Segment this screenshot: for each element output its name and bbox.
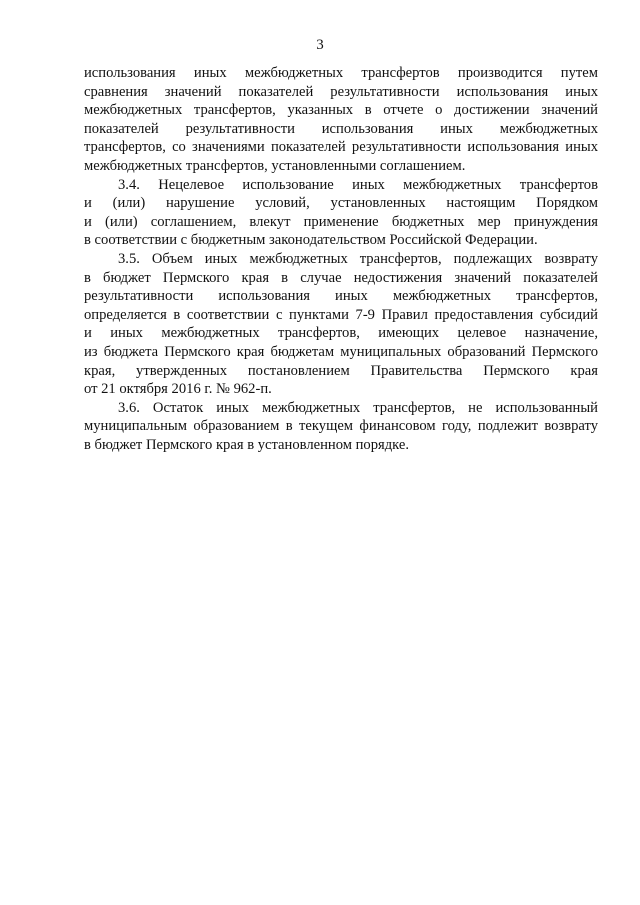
paragraph-3-4 <box>84 176 598 250</box>
paragraph-continuation <box>84 64 598 176</box>
text-line: в соответствии с бюджетным законодательством Российской Федерации. <box>84 232 538 249</box>
text-line: определяется в соответствии с пунктами 7-9 Правил предоставления субсидий <box>84 306 598 323</box>
text-line: края, утвержденных постановлением Правительства Пермского края <box>84 362 598 379</box>
text-line: и (или) нарушение условий, установленных настоящим Порядком <box>84 195 598 212</box>
text-line: и (или) соглашением, влекут применение бюджетных мер принуждения <box>84 213 598 230</box>
text-line: трансфертов, со значениями показателей результативности использования иных <box>84 139 598 156</box>
text-line: использования иных межбюджетных трансфертов производится путем <box>84 65 598 81</box>
paragraph-3-5 <box>84 250 598 399</box>
paragraph-3-6 <box>84 399 598 455</box>
text-line: 3.4. Нецелевое использование иных межбюджетных трансфертов <box>118 176 598 193</box>
text-line: результативности использования иных межбюджетных трансфертов, <box>84 288 598 305</box>
document-body <box>84 64 598 454</box>
text-line: 3.6. Остаток иных межбюджетных трансфертов, не использованный <box>118 399 598 416</box>
text-line: показателей результативности использования иных межбюджетных <box>84 120 598 137</box>
text-line: сравнения значений показателей результативности использования иных <box>84 83 598 100</box>
page-number: 3 <box>316 37 324 53</box>
text-line: и иных межбюджетных трансфертов, имеющих целевое назначение, <box>84 325 598 342</box>
text-line: от 21 октября 2016 г. № 962-п. <box>84 381 272 398</box>
text-line: в бюджет Пермского края в случае недостижения значений показателей <box>84 269 598 286</box>
text-line: межбюджетных трансфертов, установленными соглашением. <box>84 157 466 174</box>
text-line: из бюджета Пермского края бюджетам муниципальных образований Пермского <box>84 343 598 360</box>
text-line: 3.5. Объем иных межбюджетных трансфертов, подлежащих возврату <box>118 250 598 267</box>
text-line: муниципальным образованием в текущем финансовом году, подлежит возврату <box>84 418 598 435</box>
text-line: межбюджетных трансфертов, указанных в отчете о достижении значений <box>84 102 598 119</box>
text-line: в бюджет Пермского края в установленном порядке. <box>84 436 410 453</box>
